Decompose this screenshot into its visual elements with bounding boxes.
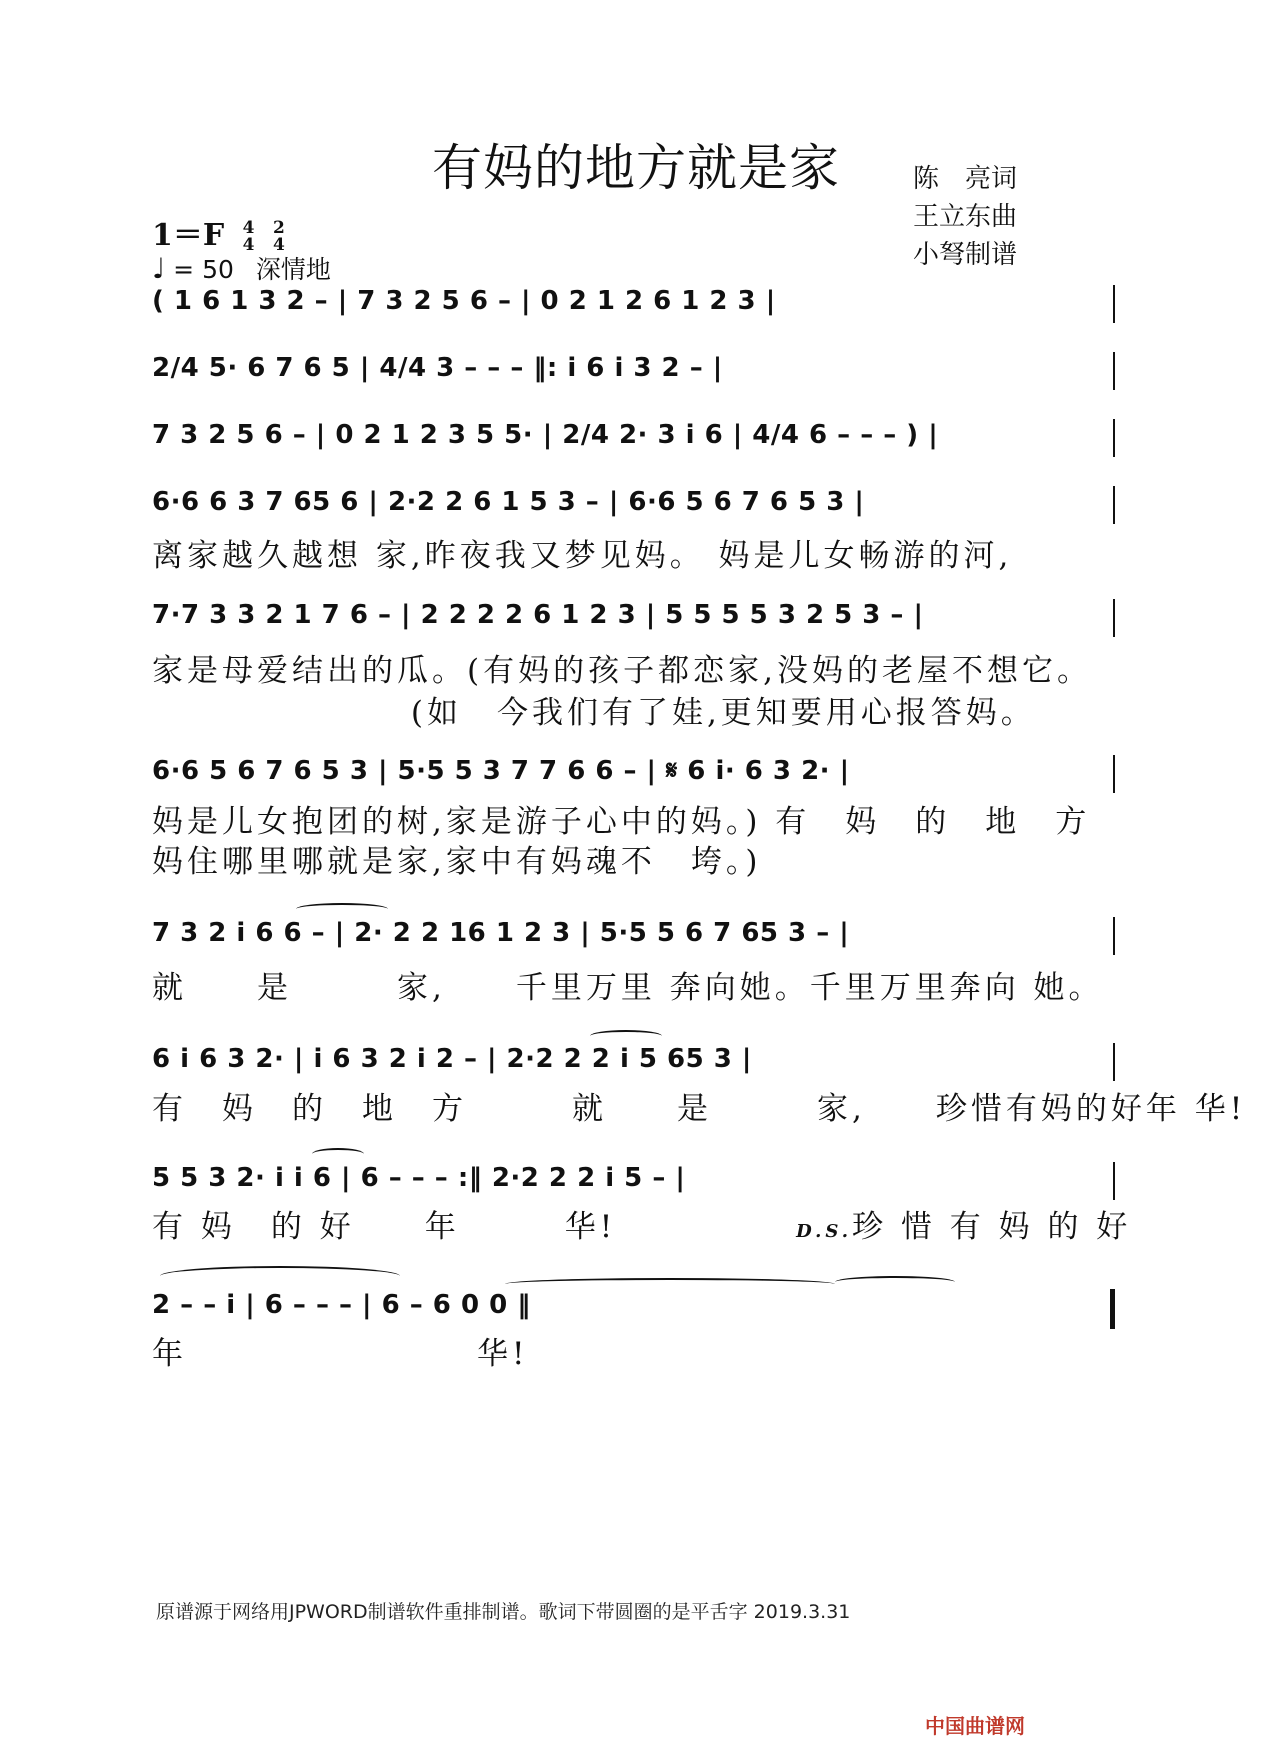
key-signature bbox=[152, 210, 285, 254]
score-row-2: 2/4 5· 6 7 6 5 | 4/4 3 – – – ‖: i 6 i 3 2 – | bbox=[152, 353, 723, 383]
lyricist-credit: 陈 亮词 bbox=[912, 164, 1017, 194]
composer-credit: 王立东曲 bbox=[912, 202, 1017, 232]
credits bbox=[913, 160, 1017, 274]
lyrics-row-6-verse-2: 妈住哪里哪就是家,家中有妈魂不 垮。) bbox=[152, 844, 762, 880]
lyrics-row-9 bbox=[152, 1201, 1131, 1246]
lyrics-row-9-a: 有 妈 的 好 年 华! bbox=[152, 1209, 617, 1245]
quarter-note-icon: ♩ bbox=[152, 252, 166, 285]
barline bbox=[1113, 599, 1115, 637]
lyrics-row-10 bbox=[152, 1328, 528, 1373]
watermark-logo: 中国曲谱网 bbox=[925, 1714, 1025, 1738]
barline bbox=[1113, 917, 1115, 955]
time-signature-1: 4 4 bbox=[242, 218, 255, 255]
dal-segno-mark: D.S. bbox=[796, 1221, 853, 1242]
barline bbox=[1113, 419, 1115, 457]
score-row-4: 6·6 6 3 7 65 6 | 2·2 2 6 1 5 3 – | 6·6 5 6 7 6 5 3 | bbox=[152, 487, 865, 517]
lyrics-row-8: 有 妈 的 地 方 就 是 家, 珍惜有妈的好年 华! bbox=[152, 1091, 1247, 1127]
key-label: 1＝F bbox=[152, 218, 225, 253]
song-title: 有妈的地方就是家 bbox=[432, 139, 840, 197]
tie-mark bbox=[505, 1278, 835, 1290]
lyrics-row-9-b: 珍 惜 有 妈 的 好 bbox=[852, 1209, 1132, 1245]
arranger-credit: 小弩制谱 bbox=[912, 240, 1017, 270]
slur-mark bbox=[590, 1030, 662, 1042]
score-row-8: 6 i 6 3 2· | i 6 3 2 i 2 – | 2·2 2 2 i 5 65 3 | bbox=[152, 1044, 752, 1074]
time-signature-2: 2 4 bbox=[272, 218, 285, 255]
score-row-10: 2 – – i | 6 – – – | 6 – 6 0 0 ‖ bbox=[152, 1290, 531, 1320]
score-row-5: 7·7 3 3 2 1 7 6 – | 2 2 2 2 6 1 2 3 | 5 5 5 5 3 2 5 3 – | bbox=[152, 600, 924, 630]
score-row-9: 5 5 3 2· i i 6 | 6 – – – :‖ 2·2 2 2 i 5 – | bbox=[152, 1163, 686, 1193]
lyrics-row-10-b: 华! bbox=[477, 1336, 529, 1372]
lyrics-row-4: 离家越久越想 家,昨夜我又梦见妈。 妈是儿女畅游的河, bbox=[152, 538, 1013, 574]
tempo-marking bbox=[152, 250, 331, 286]
footer-note: 原谱源于网络用JPWORD制谱软件重排制谱。歌词下带圆圈的是平舌字 2019.3.31 bbox=[156, 1601, 851, 1623]
barline bbox=[1113, 486, 1115, 524]
tempo-value: = 50 bbox=[173, 255, 234, 284]
barline bbox=[1113, 1043, 1115, 1081]
tie-mark bbox=[835, 1276, 955, 1288]
barline bbox=[1113, 285, 1115, 323]
slur-mark bbox=[296, 903, 388, 915]
lyrics-row-7: 就 是 家, 千里万里 奔向她。千里万里奔向 她。 bbox=[152, 970, 1104, 1006]
score-row-3: 7 3 2 5 6 – | 0 2 1 2 3 5 5· | 2/4 2· 3 i 6 | 4/4 6 – – – ) | bbox=[152, 420, 939, 450]
score-row-7: 7 3 2 i 6 6 – | 2· 2 2 16 1 2 3 | 5·5 5 6 7 65 3 – | bbox=[152, 918, 850, 948]
lyrics-row-5-verse-2: (如 今我们有了娃,更知要用心报答妈。 bbox=[152, 695, 1036, 731]
final-barline bbox=[1110, 1289, 1115, 1329]
score-row-6: 6·6 5 6 7 6 5 3 | 5·5 5 3 7 7 6 6 – | 𝄋 6 i· 6 3 2· | bbox=[152, 756, 850, 786]
slur-mark bbox=[312, 1148, 364, 1160]
barline bbox=[1113, 1162, 1115, 1200]
lyrics-row-5-verse-1: 家是母爱结出的瓜。(有妈的孩子都恋家,没妈的老屋不想它。 bbox=[152, 653, 1092, 689]
lyrics-row-10-a: 年 bbox=[152, 1336, 187, 1372]
score-row-1: ( 1 6 1 3 2 – | 7 3 2 5 6 – | 0 2 1 2 6 1 2 3 | bbox=[152, 286, 776, 316]
barline bbox=[1113, 755, 1115, 793]
lyrics-row-6-verse-1: 妈是儿女抱团的树,家是游子心中的妈。) 有 妈 的 地 方 bbox=[152, 804, 1091, 840]
slur-mark bbox=[160, 1266, 400, 1286]
barline bbox=[1113, 352, 1115, 390]
tempo-expression: 深情地 bbox=[255, 255, 331, 284]
